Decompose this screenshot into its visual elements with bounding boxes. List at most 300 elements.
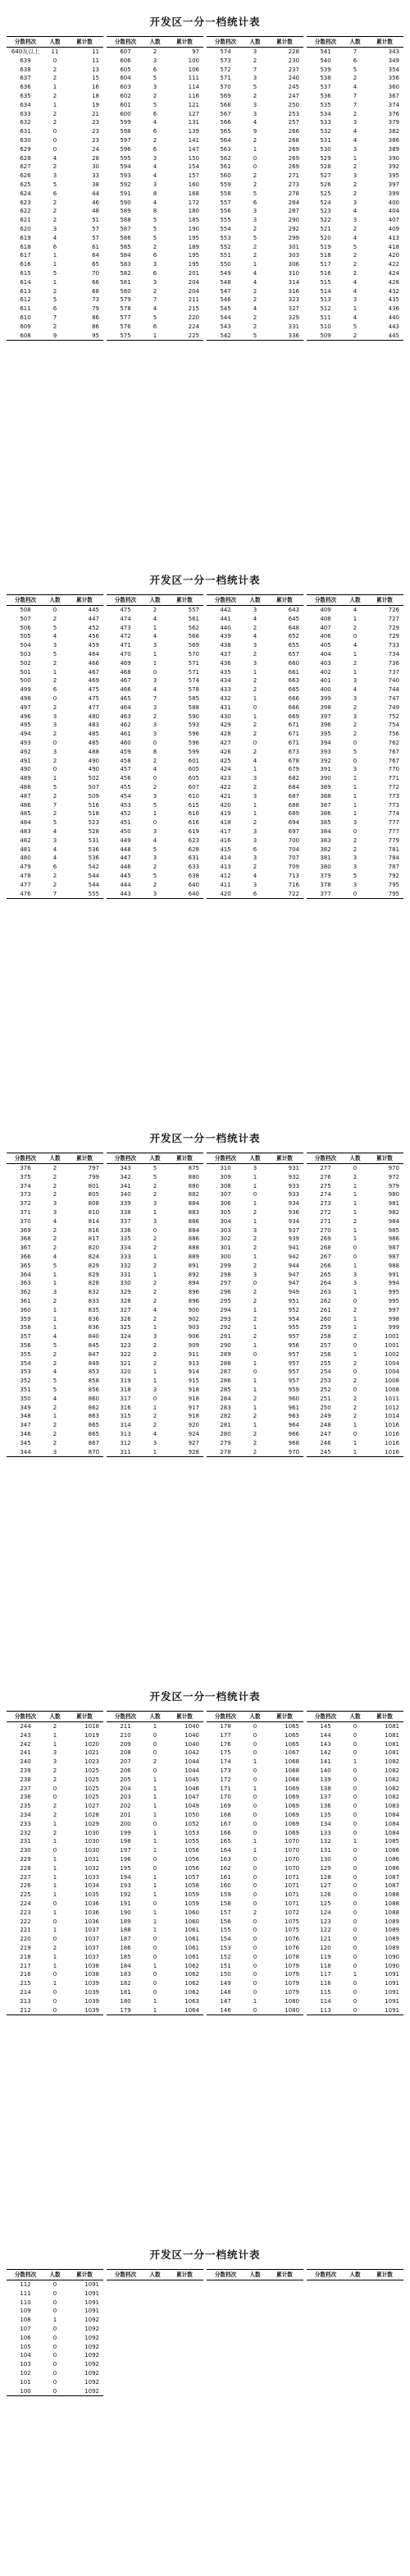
score-cell: 245 [307,1448,344,1457]
score-cell: 379 [320,872,331,879]
cumulative-cell: 475 [88,694,99,702]
count-cell: 2 [253,650,257,658]
table-row [307,1217,403,1226]
table-row [107,1217,203,1226]
count-cell: 3 [253,792,257,800]
table-row [207,1332,303,1341]
count-cell: 2 [353,190,358,197]
score-cell: 636 [20,84,31,91]
table-row [207,1315,303,1324]
cumulative-cell: 1060 [184,1909,199,1916]
score-cell: 133 [320,1829,331,1836]
cumulative-cell: 536 [88,846,99,853]
count-cell: 3 [253,642,257,649]
table-row [207,136,303,145]
cumulative-cell: 204 [188,287,199,295]
count-cell: 1 [153,1847,157,1854]
table-row [7,314,103,323]
table-row [7,1900,103,1909]
cumulative-cell: 440 [388,314,399,321]
cumulative-cell: 856 [88,1386,99,1393]
score-cell: 270 [320,1226,331,1234]
score-cell: 314 [120,1422,131,1429]
score-cell: 209 [120,1740,131,1748]
table-row [307,1350,403,1359]
table-row [7,606,103,615]
count-cell: 2 [244,1448,266,1457]
score-cell: 592 [120,181,131,188]
table-row [107,650,203,659]
cumulative-cell: 870 [66,1448,103,1457]
table-row [207,1359,303,1368]
cumulative-cell: 278 [288,190,299,197]
count-cell: 4 [52,1333,57,1341]
cumulative-cell: 1038 [84,1962,99,1969]
table-row [207,127,303,136]
cumulative-cell: 64 [92,252,99,259]
cumulative-cell: 863 [88,1413,99,1420]
cumulative-cell: 127 [188,110,199,117]
table-row [307,1785,403,1794]
score-cell: 382 [320,846,331,853]
cumulative-cell: 1070 [285,1847,299,1854]
score-cell: 542 [207,332,244,341]
cumulative-cell: 932 [288,1173,299,1180]
score-cell: 505 [20,633,31,640]
count-cell: 2 [253,1413,257,1420]
count-cell: 1 [153,1776,157,1783]
column-header: 人数 [244,37,266,48]
score-cell: 130 [320,1855,331,1863]
count-cell: 1 [52,1864,57,1872]
score-cell: 338 [120,1208,131,1216]
count-cell: 2 [353,1217,358,1225]
score-cell: 295 [220,1297,231,1304]
count-cell: 0 [253,1740,257,1748]
count-cell: 2 [52,1350,57,1358]
cumulative-cell: 1065 [285,1731,299,1739]
table-row [7,1279,103,1288]
score-cell: 473 [120,624,131,631]
cumulative-cell: 1021 [84,1749,99,1757]
table-row [107,1350,203,1359]
cumulative-cell: 867 [88,1439,99,1446]
count-cell: 0 [52,1900,57,1907]
count-cell: 1 [153,1829,157,1836]
score-cell: 223 [20,1909,31,1916]
count-cell: 0 [253,1873,257,1881]
count-cell: 3 [153,792,157,800]
score-cell: 623 [20,199,31,206]
table-row [7,1962,103,1971]
count-cell: 1 [52,1873,57,1881]
table-row [107,1448,203,1457]
cumulative-cell: 1087 [385,1873,399,1881]
count-cell: 3 [353,1271,358,1278]
score-cell: 115 [320,1988,331,1996]
column-header: 累计数 [266,2270,303,2280]
cumulative-cell: 666 [288,694,299,702]
table-row [307,890,403,899]
cumulative-cell: 354 [388,66,399,73]
table-row [207,1785,303,1794]
score-table [107,2269,203,2280]
cumulative-cell: 671 [288,731,299,738]
cumulative-cell: 737 [388,668,399,676]
score-cell: 341 [120,1182,131,1189]
score-cell: 117 [320,1971,331,1978]
cumulative-cell: 933 [288,1182,299,1189]
cumulative-cell: 1055 [184,1838,199,1845]
score-cell: 568 [220,101,231,108]
table-row [7,1412,103,1421]
count-cell: 2 [253,287,257,295]
cumulative-cell: 599 [188,748,199,755]
count-cell: 2 [52,1776,57,1783]
table-row [207,704,303,713]
page-title: 开发区一分一档统计表 [149,574,261,586]
column-header: 分数档次 [7,2270,44,2280]
cumulative-cell: 190 [188,225,199,232]
table-row [7,837,103,846]
table-row [107,881,203,890]
score-cell: 253 [320,1377,331,1385]
score-cell: 107 [20,2325,31,2332]
table-row [107,730,203,739]
table-row [7,199,103,208]
cumulative-cell: 106 [188,66,199,73]
score-cell: 190 [120,1909,131,1916]
table-row [7,1244,103,1253]
score-cell: 472 [120,633,131,640]
count-cell: 1 [253,1404,257,1411]
count-cell: 0 [253,1882,257,1890]
cumulative-cell: 544 [88,881,99,888]
score-cell: 555 [220,217,231,224]
cumulative-cell: 1082 [385,1794,399,1801]
table-row [307,1190,403,1199]
count-cell: 3 [52,837,57,844]
score-cell: 151 [220,1962,231,1969]
table-row [207,837,303,846]
count-cell: 2 [153,243,157,250]
score-cell: 413 [220,864,231,871]
count-cell: 3 [253,855,257,862]
table-row [7,1262,103,1271]
table-row [7,332,103,341]
table-row [107,757,203,766]
table-block [7,594,103,899]
table-row [107,110,203,119]
column-header: 累计数 [366,595,403,606]
cumulative-cell: 959 [288,1386,299,1393]
score-cell: 613 [20,287,31,295]
table-row [307,1926,403,1935]
table-row [207,190,303,199]
cumulative-cell: 327 [288,305,299,313]
count-cell: 0 [353,1740,358,1748]
table-row [307,659,403,668]
count-cell: 1 [353,1971,358,1978]
count-cell: 4 [52,855,57,862]
table-row [207,1412,303,1421]
count-cell: 1 [353,1758,358,1766]
score-cell: 354 [20,1359,31,1367]
table-row [307,1935,403,1944]
score-cell: 291 [220,1333,231,1341]
page-title: 开发区一分一档统计表 [149,1690,261,1703]
table-row [207,145,303,154]
count-cell: 0 [253,1803,257,1810]
score-cell: 230 [20,1847,31,1854]
cumulative-cell: 1091 [84,2308,99,2315]
table-row [107,296,203,305]
score-cell: 532 [320,128,331,135]
cumulative-cell: 306 [288,261,299,268]
score-cell: 471 [120,642,131,649]
score-cell: 602 [120,92,131,99]
cumulative-cell: 422 [388,261,399,268]
count-cell: 4 [253,633,257,640]
score-cell: 376 [20,1165,31,1171]
score-cell: 504 [20,642,31,649]
cumulative-cell: 1076 [285,1936,299,1943]
score-cell: 372 [20,1200,31,1208]
table-row [107,1439,203,1448]
count-cell: 1 [353,810,358,818]
cumulative-cell: 1025 [84,1767,99,1774]
score-cell: 281 [220,1422,231,1429]
cumulative-cell: 301 [288,243,299,250]
table-row [7,1315,103,1324]
cumulative-cell: 1069 [285,1811,299,1818]
score-cell: 142 [320,1749,331,1757]
cumulative-cell: 23 [92,128,99,135]
score-cell: 222 [20,1918,31,1925]
score-cell: 213 [20,1997,31,2005]
score-cell: 510 [320,323,331,330]
cumulative-cell: 836 [88,1315,99,1322]
cumulative-cell: 1063 [184,1997,199,2005]
count-cell: 3 [353,713,358,720]
count-cell: 2 [52,1422,57,1429]
table-row [207,1970,303,1979]
cumulative-cell: 884 [188,1226,199,1234]
score-cell: 414 [220,855,231,862]
table-row [207,1368,303,1377]
table-row [107,305,203,314]
table-block [7,2269,103,2396]
cumulative-cell: 211 [188,296,199,304]
score-cell: 371 [20,1208,31,1216]
count-cell: 1 [353,1235,358,1243]
column-header: 分数档次 [107,1153,144,1164]
score-cell: 579 [120,296,131,304]
table-row [107,1802,203,1811]
score-cell: 479 [20,864,31,871]
table-row [307,1970,403,1979]
score-cell: 539 [320,66,331,73]
score-cell: 583 [120,261,131,268]
table-row [107,1377,203,1386]
table-row [307,216,403,225]
cumulative-cell: 121 [188,101,199,108]
column-header: 人数 [44,1712,66,1722]
cumulative-cell: 669 [288,713,299,720]
table-row [307,1820,403,1829]
count-cell: 1 [153,1377,157,1385]
table-row [207,827,303,837]
score-cell: 392 [320,757,331,764]
score-cell: 261 [320,1306,331,1313]
score-cell: 144 [320,1731,331,1739]
table-row [7,296,103,305]
score-cell: 608 [7,332,44,341]
cumulative-cell: 483 [88,722,99,729]
count-cell: 3 [353,855,358,862]
count-cell: 1 [353,792,358,800]
table-row [207,101,303,110]
table-row [7,1802,103,1811]
cumulative-cell: 915 [188,1377,199,1385]
score-cell: 397 [320,713,331,720]
score-cell: 134 [320,1820,331,1827]
cumulative-cell: 1056 [184,1864,199,1872]
score-cell: 598 [120,128,131,135]
table-row [7,2387,103,2396]
table-row [107,1332,203,1341]
cumulative-cell: 924 [188,1430,199,1437]
cumulative-cell: 374 [388,101,399,108]
score-cell: 378 [320,881,331,888]
table-row [7,1909,103,1918]
table-row [107,207,203,216]
table-row [7,1731,103,1740]
cumulative-cell: 420 [388,252,399,259]
count-cell: 2 [253,748,257,755]
count-cell: 1 [253,1422,257,1429]
cumulative-cell: 1059 [184,1891,199,1899]
cumulative-cell: 1068 [285,1758,299,1766]
score-cell: 406 [320,633,331,640]
count-cell: 1 [52,1927,57,1934]
table-row [7,659,103,668]
table-row [107,1740,203,1749]
count-cell: 1 [153,650,157,658]
count-cell: 2 [153,1297,157,1304]
column-header: 人数 [244,595,266,606]
cumulative-cell: 860 [88,1395,99,1402]
count-cell: 0 [153,1749,157,1757]
table-row [207,323,303,332]
count-cell: 0 [52,694,57,702]
count-cell: 6 [52,243,57,250]
count-cell: 0 [253,1723,257,1730]
table-row [207,624,303,633]
count-cell: 1 [153,1909,157,1916]
count-cell: 2 [52,1944,57,1951]
cumulative-cell: 849 [88,1359,99,1367]
cumulative-cell: 1039 [84,1997,99,2005]
cumulative-cell: 906 [188,1333,199,1341]
cumulative-cell: 269 [288,154,299,162]
cumulative-cell: 928 [166,1448,203,1457]
table-row [207,216,303,225]
score-cell: 569 [220,92,231,99]
table-row [207,818,303,827]
table-row [207,1262,303,1271]
count-cell: 2 [253,1439,257,1446]
cumulative-cell: 1089 [385,1927,399,1934]
cumulative-cell: 1069 [285,1820,299,1827]
count-cell: 8 [153,748,157,755]
score-cell: 289 [220,1350,231,1358]
table-block [307,594,403,899]
cumulative-cell: 1045 [184,1776,199,1783]
table-row [7,1811,103,1820]
cumulative-cell: 1086 [385,1855,399,1863]
count-cell: 4 [353,278,358,286]
count-cell: 3 [44,1448,66,1457]
count-cell: 5 [353,243,358,250]
cumulative-cell: 1025 [84,1776,99,1783]
score-cell: 157 [220,1909,231,1916]
cumulative-cell: 1092 [84,2352,99,2359]
cumulative-cell: 1031 [84,1855,99,1863]
table-row [307,757,403,766]
table-row [7,2307,103,2316]
table-row [107,74,203,83]
table-row [7,2334,103,2343]
count-cell: 0 [44,2387,66,2396]
cumulative-cell: 544 [88,872,99,879]
score-cell: 278 [207,1448,244,1457]
score-cell: 619 [20,234,31,241]
count-cell: 2 [52,1811,57,1818]
count-cell: 2 [253,225,257,232]
count-cell: 4 [52,234,57,241]
table-row [307,1793,403,1802]
cumulative-cell: 518 [88,810,99,818]
count-cell: 0 [153,1900,157,1907]
count-cell: 4 [253,872,257,879]
cumulative-cell: 475 [88,686,99,694]
cumulative-cell: 11 [92,48,99,55]
header-row [107,595,203,606]
count-cell: 1 [52,1909,57,1916]
count-cell: 5 [153,314,157,321]
cumulative-cell: 1040 [184,1740,199,1748]
table-row [107,721,203,730]
score-cell: 219 [20,1944,31,1951]
cumulative-cell: 1057 [184,1873,199,1881]
cumulative-cell: 215 [188,305,199,313]
count-cell: 1 [52,1740,57,1748]
score-cell: 228 [20,1864,31,1872]
table-row [7,1926,103,1935]
table-row [7,1288,103,1297]
table-row [7,269,103,278]
cumulative-cell: 1061 [184,1936,199,1943]
score-cell: 576 [120,323,131,330]
cumulative-cell: 571 [188,659,199,667]
table-row [207,1421,303,1430]
table-row [207,1882,303,1891]
score-cell: 271 [320,1217,331,1225]
cumulative-cell: 435 [388,296,399,304]
cumulative-cell: 195 [188,252,199,259]
count-cell: 2 [253,296,257,304]
